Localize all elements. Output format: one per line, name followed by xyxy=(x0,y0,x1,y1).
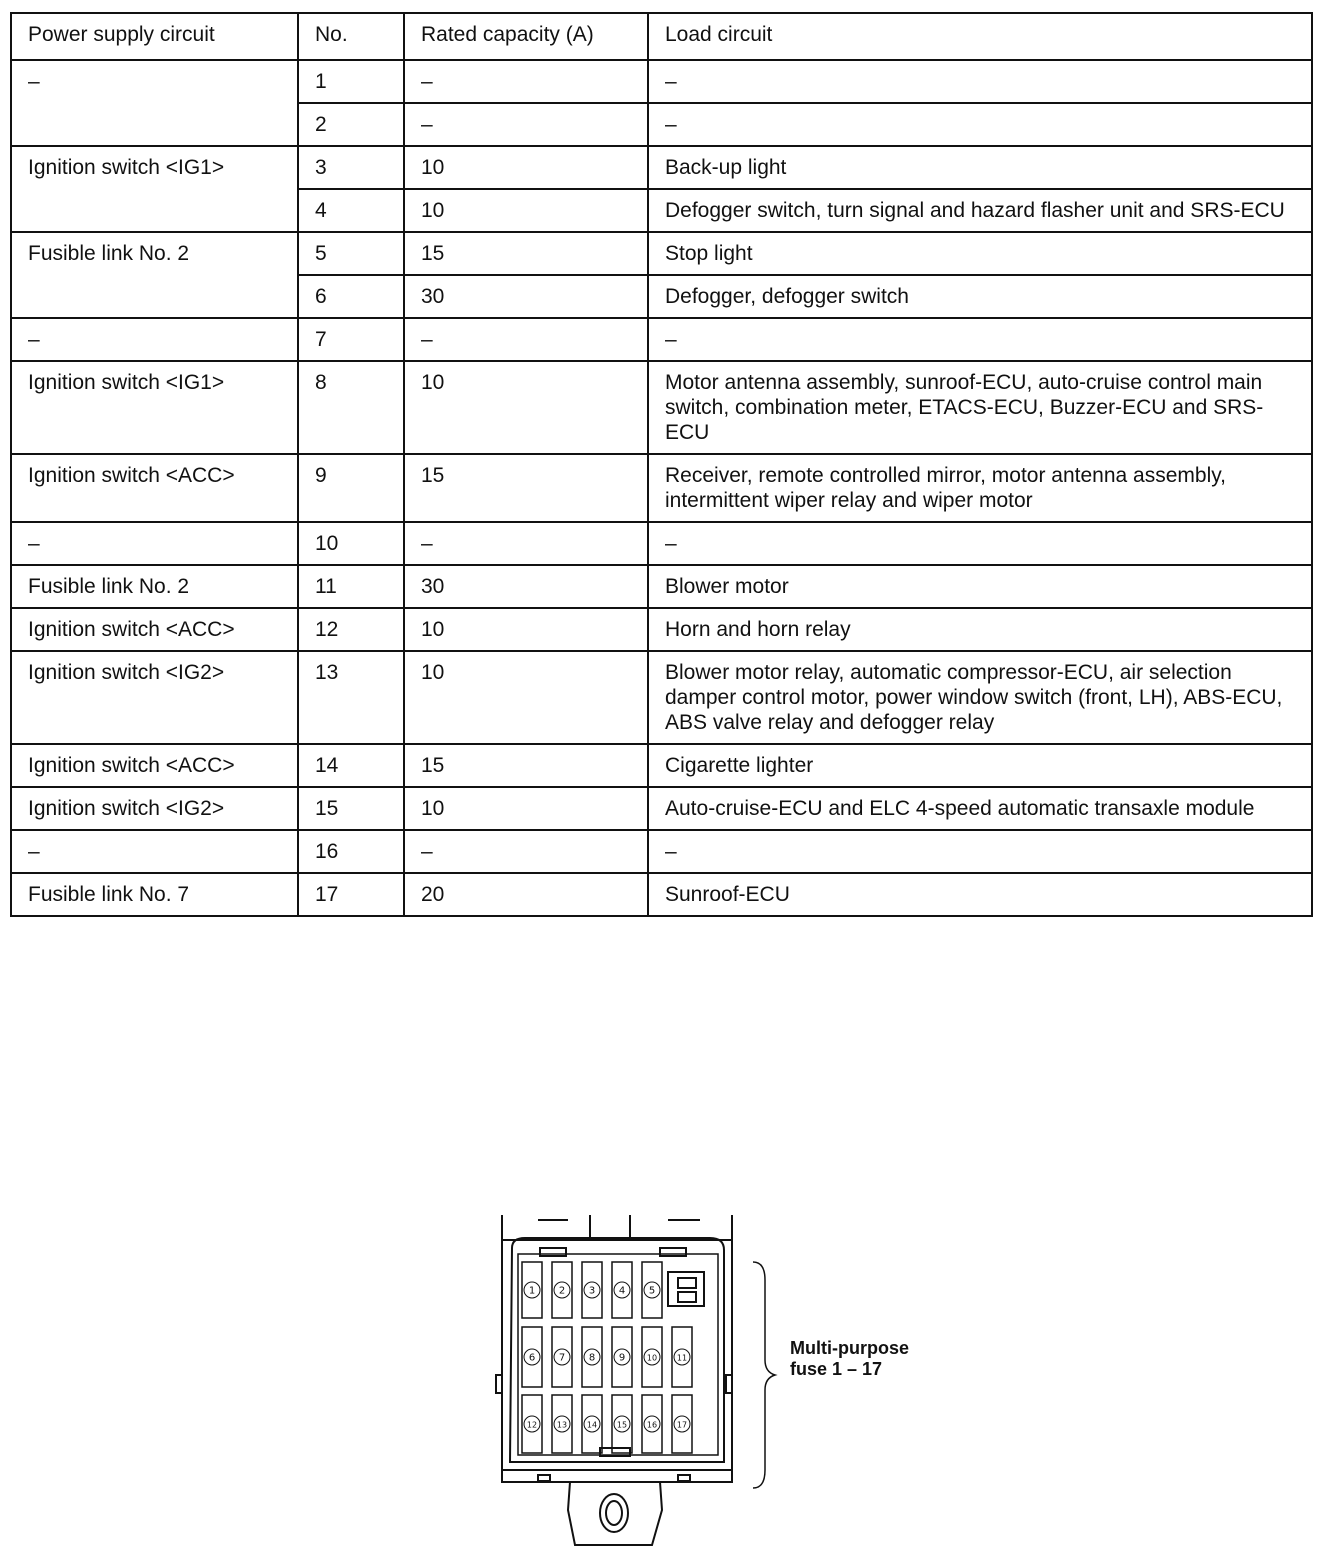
fuse-number: 10 xyxy=(646,1353,658,1363)
fuse-number: 12 xyxy=(526,1420,538,1430)
cell-power: – xyxy=(11,830,298,873)
fuse-number: 17 xyxy=(676,1420,688,1430)
cell-load: – xyxy=(648,830,1312,873)
fuse-number: 1 xyxy=(528,1285,536,1297)
cell-power: Ignition switch <ACC> xyxy=(11,744,298,787)
table-row xyxy=(11,146,1312,189)
fuse-number: 15 xyxy=(616,1420,628,1430)
cell-capacity: 10 xyxy=(404,361,648,454)
cell-power: Ignition switch <ACC> xyxy=(11,608,298,651)
table-row xyxy=(11,608,1312,651)
cell-capacity: 15 xyxy=(404,454,648,522)
fuse-number: 5 xyxy=(648,1285,656,1297)
cell-no: 8 xyxy=(298,361,404,454)
cell-power: Ignition switch <IG1> xyxy=(11,361,298,454)
cell-no: 9 xyxy=(298,454,404,522)
cell-no: 4 xyxy=(298,189,404,232)
table-row xyxy=(11,60,1312,103)
cell-load: – xyxy=(648,318,1312,361)
cell-load: Back-up light xyxy=(648,146,1312,189)
cell-capacity: 30 xyxy=(404,565,648,608)
cell-no: 15 xyxy=(298,787,404,830)
fuse-box-diagram xyxy=(490,1210,950,1555)
cell-load: Cigarette lighter xyxy=(648,744,1312,787)
cell-capacity: – xyxy=(404,830,648,873)
table-row xyxy=(11,873,1312,916)
cell-no: 2 xyxy=(298,103,404,146)
cell-no: 17 xyxy=(298,873,404,916)
table-row xyxy=(11,787,1312,830)
fuse-number: 16 xyxy=(646,1420,658,1430)
cell-load: – xyxy=(648,522,1312,565)
cell-load: Auto-cruise-ECU and ELC 4-speed automatic transaxle module xyxy=(648,787,1312,830)
cell-load: – xyxy=(648,103,1312,146)
cell-no: 7 xyxy=(298,318,404,361)
fuse-table xyxy=(10,12,1313,917)
cell-capacity: – xyxy=(404,103,648,146)
table-header-row xyxy=(11,13,1312,60)
cell-capacity: 15 xyxy=(404,232,648,275)
cell-power: – xyxy=(11,522,298,565)
fuse-number: 3 xyxy=(588,1285,596,1297)
table-row xyxy=(11,454,1312,522)
fuse-number: 13 xyxy=(556,1420,568,1430)
fuse-number: 6 xyxy=(528,1352,536,1364)
cell-power: – xyxy=(11,318,298,361)
table-row xyxy=(11,361,1312,454)
cell-load: Motor antenna assembly, sunroof-ECU, auto-cruise control main switch, combination meter, ETACS-ECU, Buzzer-ECU and SRS-ECU xyxy=(648,361,1312,454)
cell-no: 5 xyxy=(298,232,404,275)
cell-power: Ignition switch <IG1> xyxy=(11,146,298,232)
cell-capacity: 15 xyxy=(404,744,648,787)
cell-capacity: – xyxy=(404,522,648,565)
cell-load: Defogger switch, turn signal and hazard flasher unit and SRS-ECU xyxy=(648,189,1312,232)
cell-load: Horn and horn relay xyxy=(648,608,1312,651)
header-no: No. xyxy=(298,13,404,60)
cell-capacity: 10 xyxy=(404,189,648,232)
cell-power: Fusible link No. 2 xyxy=(11,232,298,318)
cell-no: 13 xyxy=(298,651,404,744)
cell-no: 14 xyxy=(298,744,404,787)
table-row xyxy=(11,522,1312,565)
cell-power: – xyxy=(11,60,298,146)
cell-capacity: – xyxy=(404,60,648,103)
fuse-number: 9 xyxy=(618,1352,626,1364)
cell-power: Fusible link No. 2 xyxy=(11,565,298,608)
cell-capacity: 10 xyxy=(404,787,648,830)
fuse-number: 11 xyxy=(676,1353,688,1363)
cell-no: 3 xyxy=(298,146,404,189)
table-row xyxy=(11,318,1312,361)
cell-power: Ignition switch <IG2> xyxy=(11,651,298,744)
table-row xyxy=(11,744,1312,787)
cell-power: Ignition switch <ACC> xyxy=(11,454,298,522)
cell-no: 6 xyxy=(298,275,404,318)
cell-capacity: – xyxy=(404,318,648,361)
cell-capacity: 30 xyxy=(404,275,648,318)
cell-power: Fusible link No. 7 xyxy=(11,873,298,916)
cell-no: 10 xyxy=(298,522,404,565)
multi-purpose-fuse-label: Multi-purpose fuse 1 – 17 xyxy=(790,1338,909,1379)
cell-no: 11 xyxy=(298,565,404,608)
cell-power: Ignition switch <IG2> xyxy=(11,787,298,830)
cell-no: 1 xyxy=(298,60,404,103)
cell-load: Sunroof-ECU xyxy=(648,873,1312,916)
bracket-icon xyxy=(745,1260,805,1490)
fuse-number: 8 xyxy=(588,1352,596,1364)
cell-capacity: 10 xyxy=(404,608,648,651)
fuse-number: 14 xyxy=(586,1420,598,1430)
table-row xyxy=(11,565,1312,608)
table-row xyxy=(11,232,1312,275)
header-rated-capacity: Rated capacity (A) xyxy=(404,13,648,60)
cell-load: Receiver, remote controlled mirror, motor antenna assembly, intermittent wiper relay and wiper motor xyxy=(648,454,1312,522)
cell-load: – xyxy=(648,60,1312,103)
table-row xyxy=(11,830,1312,873)
fuse-number: 7 xyxy=(558,1352,566,1364)
cell-load: Defogger, defogger switch xyxy=(648,275,1312,318)
cell-load: Blower motor xyxy=(648,565,1312,608)
fuse-number: 4 xyxy=(618,1285,626,1297)
cell-no: 12 xyxy=(298,608,404,651)
table-row xyxy=(11,651,1312,744)
cell-capacity: 10 xyxy=(404,651,648,744)
cell-load: Stop light xyxy=(648,232,1312,275)
cell-load: Blower motor relay, automatic compressor-ECU, air selection damper control motor, power window switch (front, LH), ABS-ECU, ABS valve relay and defogger relay xyxy=(648,651,1312,744)
cell-no: 16 xyxy=(298,830,404,873)
cell-capacity: 20 xyxy=(404,873,648,916)
header-load-circuit: Load circuit xyxy=(648,13,1312,60)
header-power-supply: Power supply circuit xyxy=(11,13,298,60)
fuse-number: 2 xyxy=(558,1285,566,1297)
cell-capacity: 10 xyxy=(404,146,648,189)
